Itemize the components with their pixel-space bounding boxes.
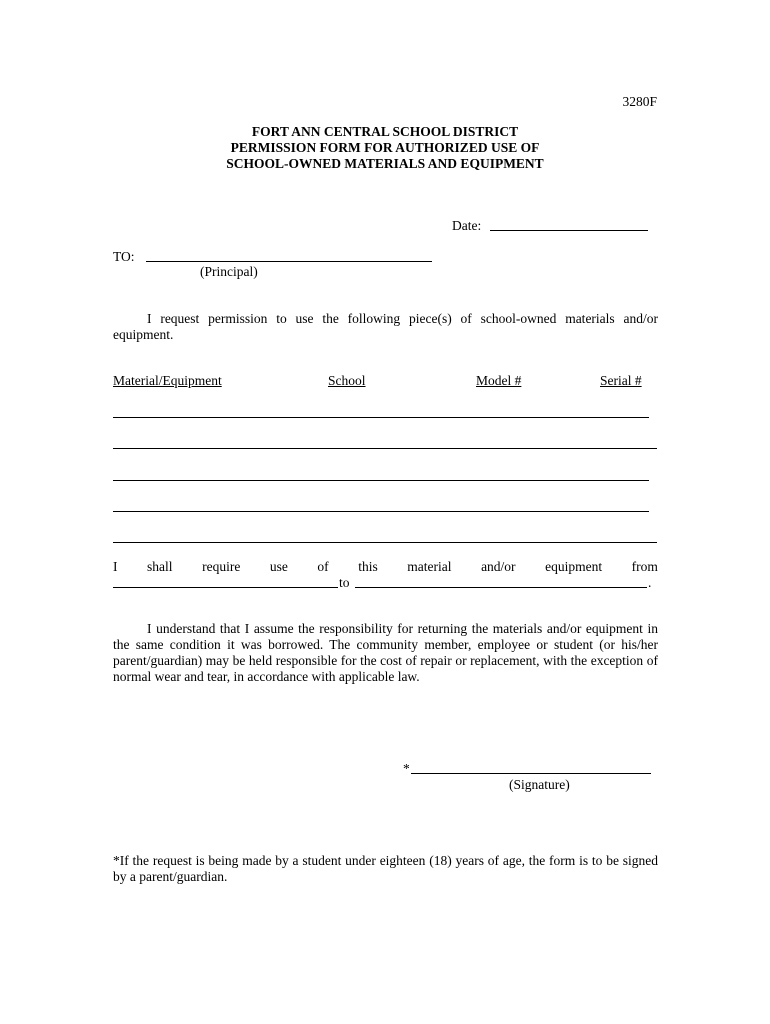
sentence-period: . bbox=[648, 575, 652, 590]
title-line-3: SCHOOL-OWNED MATERIALS AND EQUIPMENT bbox=[226, 156, 544, 171]
end-date-field[interactable] bbox=[355, 587, 647, 588]
equipment-entry-line[interactable] bbox=[113, 417, 649, 418]
sentence-word: from bbox=[631, 559, 658, 574]
date-field[interactable] bbox=[490, 230, 648, 231]
equipment-entry-line[interactable] bbox=[113, 511, 649, 512]
start-date-field[interactable] bbox=[113, 587, 338, 588]
signature-label: (Signature) bbox=[509, 777, 570, 792]
footnote: *If the request is being made by a student under eighteen (18) years of age, the form is to be signed by a parent/guardian. bbox=[113, 853, 658, 884]
form-title bbox=[0, 124, 770, 172]
column-header-serial: Serial # bbox=[600, 373, 642, 388]
sentence-word: equipment bbox=[545, 559, 603, 574]
sentence-word: I bbox=[113, 559, 118, 574]
column-header-school: School bbox=[328, 373, 366, 388]
sentence-word: use bbox=[269, 559, 288, 574]
equipment-entry-line[interactable] bbox=[113, 480, 649, 481]
equipment-entry-line[interactable] bbox=[113, 542, 657, 543]
request-paragraph: I request permission to use the following piece(s) of school-owned materials and/or equipment. bbox=[113, 311, 658, 342]
equipment-entry-line[interactable] bbox=[113, 448, 657, 449]
sentence-word: this bbox=[358, 559, 378, 574]
date-label: Date: bbox=[452, 218, 482, 233]
signature-asterisk: * bbox=[403, 761, 410, 776]
title-line-2: PERMISSION FORM FOR AUTHORIZED USE OF bbox=[230, 140, 540, 155]
column-header-material: Material/Equipment bbox=[113, 373, 222, 388]
form-number: 3280F bbox=[622, 94, 657, 109]
principal-label: (Principal) bbox=[200, 264, 258, 279]
usage-period-sentence bbox=[113, 559, 658, 575]
to-word: to bbox=[339, 575, 350, 590]
title-line-1: FORT ANN CENTRAL SCHOOL DISTRICT bbox=[251, 124, 519, 139]
sentence-word: material bbox=[407, 559, 452, 574]
sentence-word: of bbox=[317, 559, 329, 574]
to-label: TO: bbox=[113, 249, 135, 264]
signature-field[interactable] bbox=[411, 773, 651, 774]
column-header-model: Model # bbox=[476, 373, 522, 388]
responsibility-paragraph: I understand that I assume the responsibility for returning the materials and/or equipment in the same condition it was borrowed. The community member, employee or student (or his/her parent/guardian) may be held responsible for the cost of repair or replacement, with the exception of normal wear and tear, in accordance with applicable law. bbox=[113, 621, 658, 684]
sentence-word: shall bbox=[147, 559, 173, 574]
sentence-word: and/or bbox=[481, 559, 516, 574]
principal-field[interactable] bbox=[146, 261, 432, 262]
sentence-word: require bbox=[202, 559, 241, 574]
